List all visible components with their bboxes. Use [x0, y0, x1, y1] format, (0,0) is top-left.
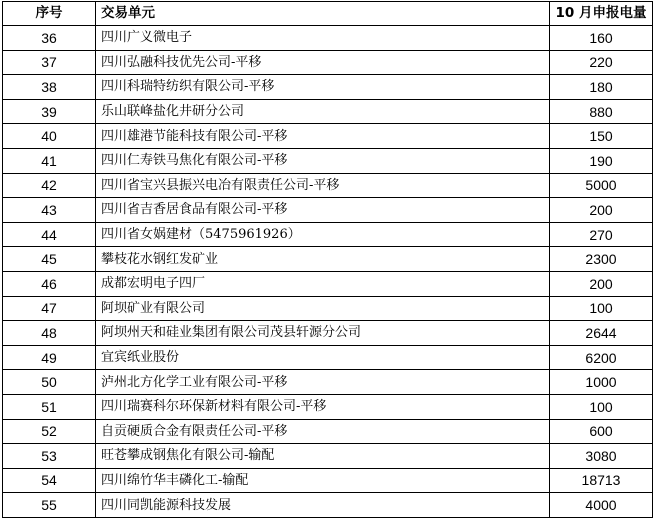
table-row [3, 75, 653, 100]
table-row [3, 296, 653, 321]
electricity-declaration-table [2, 1, 653, 518]
row-trading-unit-cell: 旺苍攀成钢焦化有限公司-输配 [96, 444, 550, 469]
table-row [3, 198, 653, 223]
row-declared-power-cell: 270 [550, 222, 653, 247]
row-trading-unit-cell: 四川仁寿铁马焦化有限公司-平移 [96, 148, 550, 173]
row-index-cell: 46 [3, 271, 96, 296]
row-trading-unit-cell: 四川省吉香居食品有限公司-平移 [96, 198, 550, 223]
row-index-cell: 45 [3, 247, 96, 272]
row-index-cell: 47 [3, 296, 96, 321]
row-trading-unit-cell: 四川同凯能源科技发展 [96, 493, 550, 518]
row-index-cell: 51 [3, 394, 96, 419]
table-body [3, 26, 653, 518]
row-declared-power-cell: 160 [550, 26, 653, 51]
table-row [3, 271, 653, 296]
table-row [3, 26, 653, 51]
row-index-cell: 43 [3, 198, 96, 223]
row-index-cell: 44 [3, 222, 96, 247]
row-index-cell: 48 [3, 321, 96, 346]
row-index-cell: 40 [3, 124, 96, 149]
table-row [3, 148, 653, 173]
table-row [3, 321, 653, 346]
table-row [3, 50, 653, 75]
row-declared-power-cell: 180 [550, 75, 653, 100]
row-index-cell: 39 [3, 99, 96, 124]
row-index-cell: 49 [3, 345, 96, 370]
table-row [3, 444, 653, 469]
table-row [3, 99, 653, 124]
row-declared-power-cell: 5000 [550, 173, 653, 198]
header-declared-power: 10 月申报电量 [550, 2, 653, 26]
table-row [3, 493, 653, 518]
row-index-cell: 42 [3, 173, 96, 198]
row-index-cell: 50 [3, 370, 96, 395]
row-trading-unit-cell: 四川科瑞特纺织有限公司-平移 [96, 75, 550, 100]
row-trading-unit-cell: 四川省女娲建材（5475961926） [96, 222, 550, 247]
row-index-cell: 41 [3, 148, 96, 173]
row-declared-power-cell: 1000 [550, 370, 653, 395]
table-header-row [3, 2, 653, 26]
row-declared-power-cell: 18713 [550, 468, 653, 493]
row-declared-power-cell: 200 [550, 271, 653, 296]
row-declared-power-cell: 4000 [550, 493, 653, 518]
row-trading-unit-cell: 阿坝矿业有限公司 [96, 296, 550, 321]
row-declared-power-cell: 3080 [550, 444, 653, 469]
row-index-cell: 52 [3, 419, 96, 444]
row-trading-unit-cell: 四川广义微电子 [96, 26, 550, 51]
row-trading-unit-cell: 四川雄港节能科技有限公司-平移 [96, 124, 550, 149]
row-index-cell: 38 [3, 75, 96, 100]
table-row [3, 419, 653, 444]
row-declared-power-cell: 190 [550, 148, 653, 173]
row-index-cell: 55 [3, 493, 96, 518]
row-declared-power-cell: 2644 [550, 321, 653, 346]
row-trading-unit-cell: 四川弘融科技优先公司-平移 [96, 50, 550, 75]
row-declared-power-cell: 100 [550, 296, 653, 321]
row-declared-power-cell: 600 [550, 419, 653, 444]
row-trading-unit-cell: 攀枝花水钢红发矿业 [96, 247, 550, 272]
table-row [3, 222, 653, 247]
row-trading-unit-cell: 自贡硬质合金有限责任公司-平移 [96, 419, 550, 444]
table-row [3, 394, 653, 419]
row-index-cell: 37 [3, 50, 96, 75]
row-declared-power-cell: 6200 [550, 345, 653, 370]
row-trading-unit-cell: 四川绵竹华丰磷化工-输配 [96, 468, 550, 493]
row-trading-unit-cell: 四川省宝兴县振兴电冶有限责任公司-平移 [96, 173, 550, 198]
row-declared-power-cell: 220 [550, 50, 653, 75]
header-index: 序号 [3, 2, 96, 26]
row-declared-power-cell: 150 [550, 124, 653, 149]
row-trading-unit-cell: 阿坝州天和硅业集团有限公司茂县轩源分公司 [96, 321, 550, 346]
header-trading-unit: 交易单元 [96, 2, 550, 26]
table-row [3, 173, 653, 198]
table-row [3, 124, 653, 149]
row-trading-unit-cell: 宜宾纸业股份 [96, 345, 550, 370]
row-trading-unit-cell: 泸州北方化学工业有限公司-平移 [96, 370, 550, 395]
row-declared-power-cell: 880 [550, 99, 653, 124]
row-trading-unit-cell: 四川瑞赛科尔环保新材料有限公司-平移 [96, 394, 550, 419]
row-declared-power-cell: 2300 [550, 247, 653, 272]
row-index-cell: 53 [3, 444, 96, 469]
row-declared-power-cell: 100 [550, 394, 653, 419]
row-trading-unit-cell: 成都宏明电子四厂 [96, 271, 550, 296]
table-row [3, 468, 653, 493]
row-trading-unit-cell: 乐山联峰盐化井研分公司 [96, 99, 550, 124]
table-row [3, 247, 653, 272]
row-index-cell: 36 [3, 26, 96, 51]
table-row [3, 345, 653, 370]
row-declared-power-cell: 200 [550, 198, 653, 223]
row-index-cell: 54 [3, 468, 96, 493]
table-row [3, 370, 653, 395]
